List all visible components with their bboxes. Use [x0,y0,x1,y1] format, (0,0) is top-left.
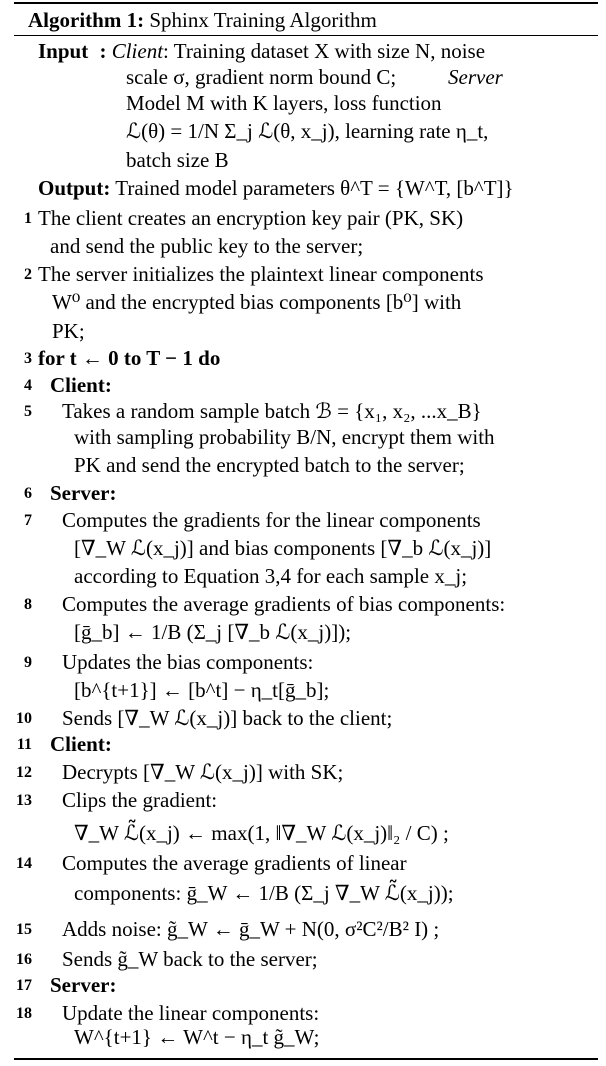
line-number: 2 [24,266,32,283]
bottom-rule [14,1058,598,1060]
line-number: 15 [16,921,32,938]
line-number: 8 [24,596,32,613]
line-number: 10 [16,710,32,727]
step-text: W⁰ and the encrypted bias components [b⁰] with [52,290,462,314]
line-number: 13 [16,792,32,809]
step-text: Client: [50,373,112,397]
line-number: 17 [16,977,32,994]
step-text: The client creates an encryption key pair (PK, SK) [38,206,464,230]
step-text: PK; [52,319,85,343]
step-text: Decrypts [∇_W ℒ(x_j)] with SK; [62,760,344,784]
step-text: Update the linear components: [62,1001,320,1025]
line-number: 3 [24,350,32,367]
line-number: 6 [24,485,32,502]
line-number: 14 [16,855,32,872]
line-number: 9 [24,654,32,671]
top-rule [14,2,598,4]
input-label: Input [38,39,89,63]
step-text: according to Equation 3,4 for each sample x_j; [74,564,468,588]
algorithm-name: Sphinx Training Algorithm [149,8,377,32]
step-text: Client: [50,732,112,756]
algorithm-title [28,6,377,34]
input-client-label: Client [111,39,164,63]
line-number: 16 [16,951,32,968]
step-text: Computes the average gradients of linear [62,851,407,875]
input-text-3: Model M with K layers, loss function [126,91,442,115]
input-text-1: : Training dataset X with size N, noise [163,39,486,63]
output-line [38,175,514,201]
step-text: for t ← 0 to T − 1 do [38,346,221,370]
step-text: Server: [50,481,117,505]
step-text: and send the public key to the server; [50,234,364,258]
step-text: Updates the bias components: [62,650,314,674]
title-rule [14,35,598,36]
input-server-label: Server [448,65,503,89]
step-text: [b^{t+1}] ← [b^t] − η_t[ḡ_b]; [74,678,330,702]
step-text: ∇_W ℒ̃(x_j) ← max(1, ‖∇_W ℒ(x_j)‖₂ / C) ; [74,821,449,845]
output-text: Trained model parameters θ^T = {W^T, [b^T]} [115,176,514,200]
line-number: 5 [24,403,32,420]
step-text: Computes the average gradients of bias components: [62,592,506,616]
step-text: Sends g̃_W back to the server; [62,947,318,971]
step-text: components: ḡ_W ← 1/B (Σ_j ∇_W ℒ̃(x_j)); [74,881,454,905]
input-text-2: scale σ, gradient norm bound C; [126,65,397,89]
step-text: [ḡ_b] ← 1/B (Σ_j [∇_b ℒ(x_j)]); [74,620,352,644]
input-colon: : [99,39,107,63]
step-text: Adds noise: g̃_W ← ḡ_W + N(0, σ²C²/B² I) ; [62,917,440,941]
line-number: 18 [16,1005,32,1022]
step-text: The server initializes the plaintext linear components [38,262,484,286]
line-number: 12 [16,764,32,781]
step-text: with sampling probability B/N, encrypt them with [74,425,495,449]
line-number: 11 [16,736,32,753]
step-text: Sends [∇_W ℒ(x_j)] back to the client; [62,706,393,730]
step-text: [∇_W ℒ(x_j)] and bias components [∇_b ℒ(x_j)] [74,536,492,560]
step-text: Clips the gradient: [62,788,218,812]
line-number: 1 [24,210,32,227]
input-text-4: ℒ(θ) = 1/N Σ_j ℒ(θ, x_j), learning rate η_t, [126,119,489,143]
step-text: Computes the gradients for the linear components [62,508,481,532]
step-text: PK and send the encrypted batch to the server; [74,453,465,477]
line-number: 4 [24,377,32,394]
algorithm-label: Algorithm 1: [28,8,145,32]
step-text: Server: [50,973,117,997]
step-text: Takes a random sample batch ℬ = {x₁, x₂, ...x_B} [62,399,482,423]
input-text-5: batch size B [126,148,229,172]
output-label: Output: [38,176,111,200]
step-text: W^{t+1} ← W^t − η_t g̃_W; [74,1025,320,1049]
line-number: 7 [24,512,32,529]
